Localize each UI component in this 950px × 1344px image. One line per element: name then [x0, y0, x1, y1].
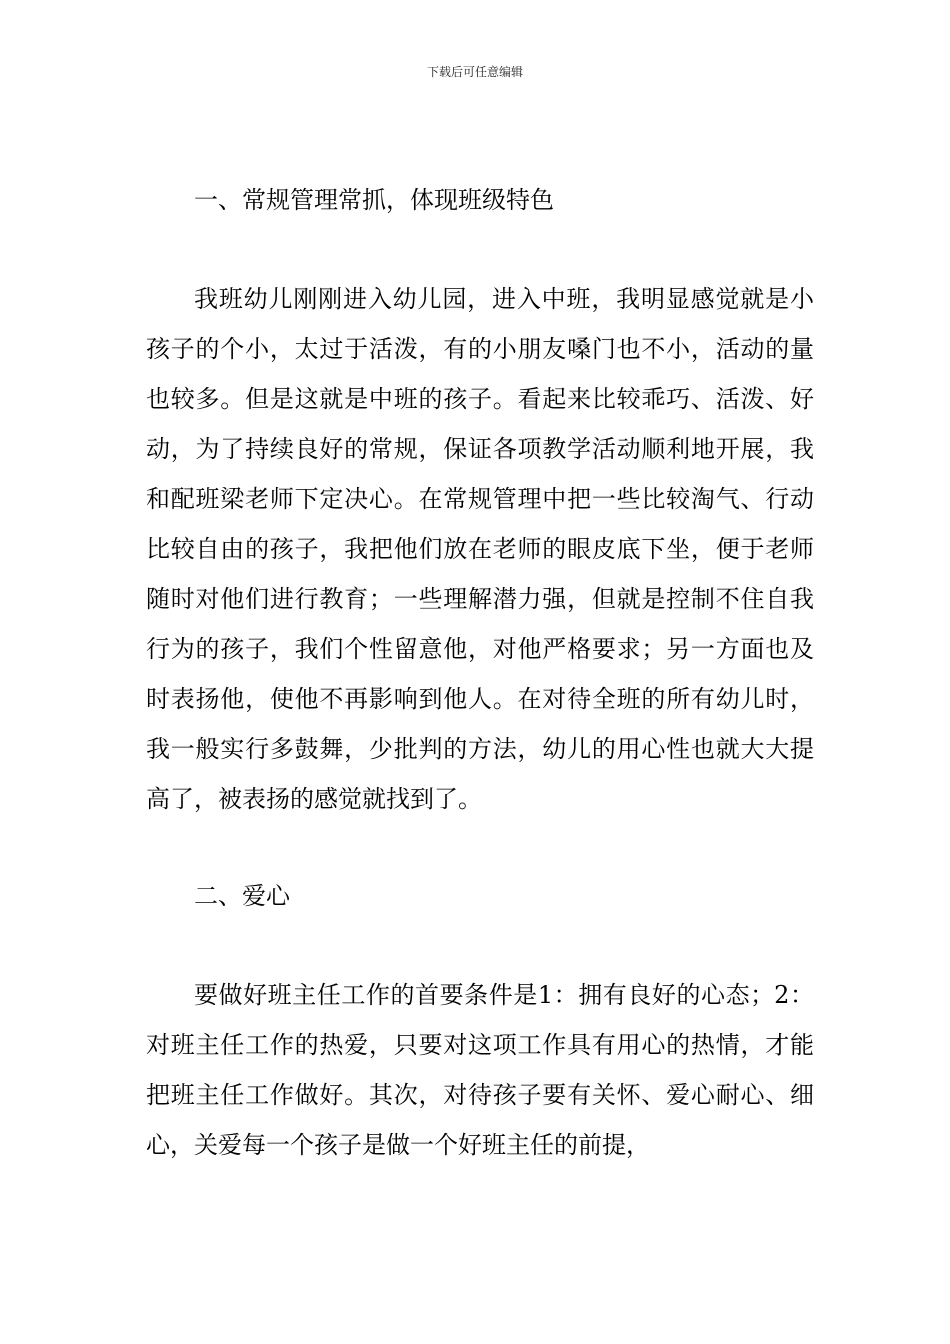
section-paragraph-1: 我班幼儿刚刚进入幼儿园，进入中班，我明显感觉就是小孩子的个小，太过于活泼，有的小朋友嗓门也不小，活动的量也较多。但是这就是中班的孩子。看起来比较乖巧、活泼、好动，为了持续良好的常规，保证各项教学活动顺利地开展，我和配班梁老师下定决心。在常规管理中把一些比较淘气、行动比较自由的孩子，我把他们放在老师的眼皮底下坐，便于老师随时对他们进行教育；一些理解潜力强，但就是控制不住自我行为的孩子，我们个性留意他，对他严格要求；另一方面也及时表扬他，使他不再影响到他人。在对待全班的所有幼儿时，我一般实行多鼓舞，少批判的方法，幼儿的用心性也就大大提高了，被表扬的感觉就找到了。: [146, 285, 814, 813]
document-body: [146, 176, 814, 1170]
section-paragraph-2: 要做好班主任工作的首要条件是1：拥有良好的心态；2：对班主任工作的热爱，只要对这项工作具有用心的热情，才能把班主任工作做好。其次，对待孩子要有关怀、爱心耐心、细心，关爱每一个孩子是做一个好班主任的前提，: [146, 981, 814, 1159]
page-header: 下载后可任意编辑: [426, 65, 523, 79]
section-heading-1: 一、常规管理常抓，体现班级特色: [194, 186, 554, 214]
section-heading-2: 二、爱心: [194, 882, 290, 910]
